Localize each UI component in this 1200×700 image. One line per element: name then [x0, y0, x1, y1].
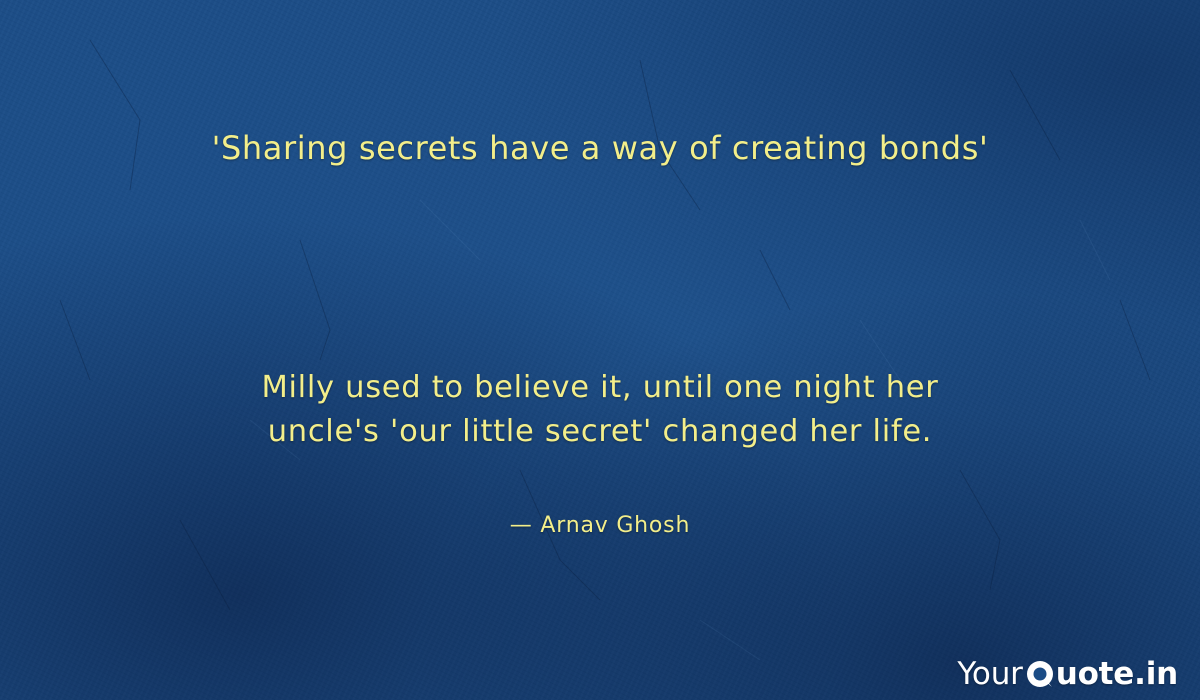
quote-body-line: uncle's 'our little secret' changed her life. [267, 414, 933, 449]
yourquote-watermark [957, 654, 1178, 694]
quote-author: — Arnav Ghosh [509, 513, 691, 538]
quote-body-line: Milly used to believe it, until one night her [261, 370, 939, 405]
watermark-suffix: uote.in [1055, 656, 1178, 692]
quote-bubble-q-icon [1025, 659, 1055, 689]
quote-headline: 'Sharing secrets have a way of creating bonds' [211, 129, 989, 167]
watermark-prefix: Your [957, 656, 1023, 692]
quote-body [0, 366, 1200, 454]
